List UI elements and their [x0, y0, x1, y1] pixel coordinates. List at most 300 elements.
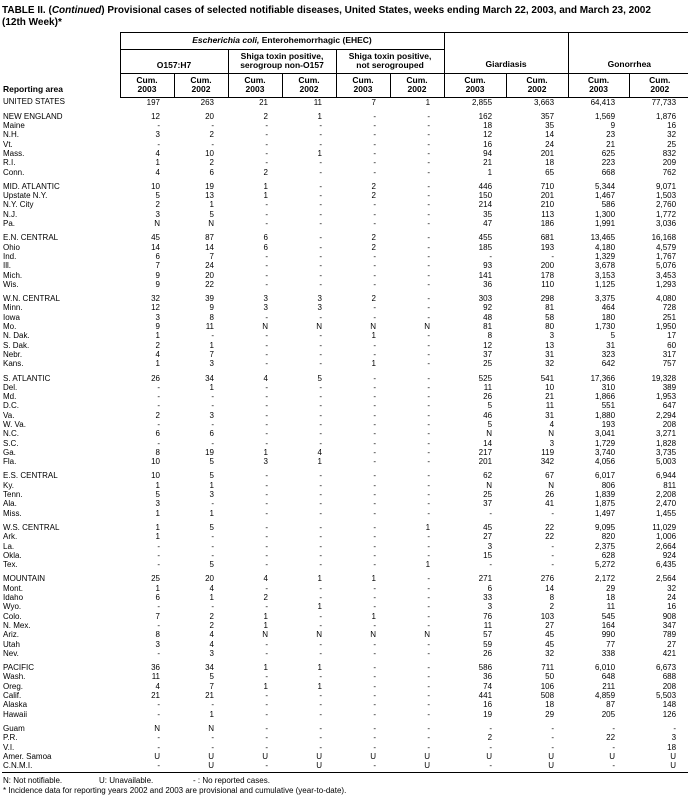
value-cell: -: [373, 648, 376, 658]
value-cell: -: [319, 139, 322, 149]
table-row: [2, 140, 688, 149]
value-cell: 625: [601, 148, 616, 158]
value-cell: 45: [545, 630, 555, 640]
value-cell: 26: [483, 648, 493, 658]
value-cell: -: [373, 209, 376, 219]
value-cell: 711: [541, 663, 555, 673]
row-label: Md.: [3, 392, 17, 402]
value-cell: -: [373, 742, 376, 752]
value-cell: 20: [205, 111, 214, 121]
value-cell: 10: [545, 382, 555, 392]
row-label: Pa.: [3, 219, 16, 229]
value-cell: 77,733: [651, 97, 677, 107]
value-cell: 14: [205, 242, 214, 252]
value-cell: 2: [155, 410, 160, 420]
value-cell: 455: [478, 233, 493, 243]
row-label: Mo.: [3, 322, 17, 332]
table-row: [2, 392, 688, 401]
table-row: [2, 691, 688, 700]
value-cell: 13,465: [590, 233, 616, 243]
value-cell: 141: [478, 270, 493, 280]
value-cell: 8: [549, 593, 555, 603]
value-cell: 2: [263, 167, 268, 177]
value-cell: -: [265, 709, 268, 719]
value-cell: 338: [601, 648, 616, 658]
value-cell: 31: [545, 349, 555, 359]
value-cell: 728: [662, 303, 677, 313]
value-cell: 1,950: [656, 322, 677, 332]
value-cell: -: [265, 139, 268, 149]
row-label: Ala.: [3, 499, 17, 509]
value-cell: -: [373, 723, 376, 733]
row-label: Minn.: [3, 303, 23, 313]
value-cell: 22: [205, 279, 214, 289]
value-cell: 12: [151, 303, 160, 313]
row-label: N.Y. City: [3, 200, 34, 210]
value-cell: U: [316, 751, 322, 761]
value-cell: 1,503: [656, 191, 677, 201]
value-cell: -: [319, 233, 322, 243]
value-cell: 5: [209, 457, 214, 467]
value-cell: -: [373, 593, 376, 603]
value-cell: 3: [155, 499, 160, 509]
value-cell: 1: [263, 191, 268, 201]
value-cell: -: [211, 438, 214, 448]
value-cell: 31: [545, 410, 555, 420]
value-cell: 6: [209, 167, 214, 177]
value-cell: -: [319, 251, 322, 261]
value-cell: -: [551, 508, 555, 518]
value-cell: -: [427, 672, 431, 682]
table-row: [2, 439, 688, 448]
value-cell: -: [427, 447, 431, 457]
value-cell: 1,876: [656, 111, 677, 121]
value-cell: -: [319, 490, 322, 500]
value-cell: 21: [205, 691, 214, 701]
value-cell: 60: [667, 340, 677, 350]
value-cell: -: [612, 742, 616, 752]
value-cell: -: [373, 620, 376, 630]
cum-year-header: Cum. 2003: [444, 73, 506, 97]
value-cell: -: [211, 392, 214, 402]
value-cell: 7: [155, 611, 160, 621]
value-cell: 11: [483, 382, 493, 392]
value-cell: 26: [545, 490, 555, 500]
value-cell: -: [319, 200, 322, 210]
value-cell: -: [427, 294, 431, 304]
value-cell: -: [427, 583, 431, 593]
value-cell: 12: [483, 130, 493, 140]
value-cell: -: [319, 181, 322, 191]
value-cell: -: [373, 111, 376, 121]
value-cell: 1: [317, 681, 322, 691]
value-cell: -: [265, 392, 268, 402]
value-cell: N: [316, 630, 322, 640]
value-cell: 178: [540, 270, 555, 280]
row-label: Ky.: [3, 480, 14, 490]
value-cell: N: [548, 429, 555, 439]
value-cell: 11: [313, 97, 322, 107]
cum-year-header: Cum. 2003: [568, 73, 629, 97]
row-label: Miss.: [3, 508, 22, 518]
value-cell: 27: [545, 620, 555, 630]
value-cell: -: [427, 181, 431, 191]
value-cell: -: [373, 471, 376, 481]
row-label: Vt.: [3, 139, 13, 149]
value-cell: -: [373, 340, 376, 350]
value-cell: 628: [601, 550, 616, 560]
value-cell: -: [427, 233, 431, 243]
value-cell: -: [427, 550, 431, 560]
value-cell: -: [265, 691, 268, 701]
value-cell: 251: [662, 312, 677, 322]
row-label: Ga.: [3, 447, 16, 457]
value-cell: U: [282, 761, 336, 773]
value-cell: 217: [478, 447, 493, 457]
value-cell: 464: [601, 303, 616, 313]
table-row: [2, 542, 688, 551]
value-cell: 20: [205, 574, 214, 584]
value-cell: -: [319, 583, 322, 593]
value-cell: 25: [483, 359, 493, 369]
value-cell: -: [427, 723, 431, 733]
value-cell: 11: [205, 322, 214, 332]
value-cell: 5,272: [595, 560, 616, 570]
value-cell: 64,413: [590, 97, 616, 107]
value-cell: -: [373, 382, 376, 392]
giardiasis-group-header: Giardiasis: [444, 33, 568, 74]
value-cell: -: [211, 139, 214, 149]
cum-year-header: Cum. 2002: [629, 73, 688, 97]
value-cell: -: [265, 401, 268, 411]
table-row: [2, 733, 688, 742]
value-cell: 310: [601, 382, 616, 392]
row-label: UNITED STATES: [3, 97, 65, 107]
value-cell: -: [373, 392, 376, 402]
value-cell: -: [444, 761, 506, 773]
value-cell: -: [319, 340, 322, 350]
value-cell: -: [319, 121, 322, 131]
value-cell: 1,953: [656, 392, 677, 402]
row-label: Ind.: [3, 251, 17, 261]
value-cell: 3: [549, 331, 555, 341]
value-cell: 4,056: [595, 457, 616, 467]
value-cell: -: [373, 148, 376, 158]
value-cell: U: [486, 751, 493, 761]
row-label: Tenn.: [3, 490, 23, 500]
value-cell: 3: [209, 648, 214, 658]
gonorrhea-group-header: Gonorrhea: [568, 33, 688, 74]
value-cell: 4: [263, 574, 268, 584]
value-cell: N: [208, 219, 214, 229]
value-cell: 5: [317, 373, 322, 383]
value-cell: 6,944: [656, 471, 677, 481]
value-cell: N: [548, 480, 555, 490]
value-cell: 12: [151, 111, 160, 121]
value-cell: 5: [209, 209, 214, 219]
value-cell: 2,470: [656, 499, 677, 509]
value-cell: -: [373, 550, 376, 560]
value-cell: -: [319, 522, 322, 532]
value-cell: -: [211, 499, 214, 509]
value-cell: -: [319, 359, 322, 369]
value-cell: -: [211, 602, 214, 612]
value-cell: 421: [662, 648, 677, 658]
table-row: [2, 228, 688, 242]
value-cell: -: [319, 700, 322, 710]
value-cell: -: [427, 251, 431, 261]
value-cell: 8: [487, 331, 493, 341]
value-cell: -: [427, 340, 431, 350]
value-cell: 205: [601, 709, 616, 719]
value-cell: 2,855: [472, 97, 493, 107]
value-cell: 1: [263, 663, 268, 673]
value-cell: -: [157, 742, 160, 752]
table-row: [2, 280, 688, 289]
value-cell: 2: [371, 233, 376, 243]
value-cell: -: [427, 429, 431, 439]
value-cell: -: [157, 709, 160, 719]
value-cell: U: [609, 751, 616, 761]
value-cell: -: [265, 438, 268, 448]
value-cell: -: [265, 672, 268, 682]
value-cell: 3: [671, 733, 677, 743]
table-row: [2, 466, 688, 480]
value-cell: 1,329: [595, 251, 616, 261]
value-cell: 551: [601, 401, 616, 411]
value-cell: -: [427, 303, 431, 313]
value-cell: 1: [155, 359, 160, 369]
value-cell: 1: [209, 200, 214, 210]
value-cell: 3,663: [534, 97, 555, 107]
value-cell: 13: [545, 340, 555, 350]
value-cell: 541: [540, 373, 555, 383]
value-cell: 3,678: [595, 261, 616, 271]
row-label: S. Dak.: [3, 340, 30, 350]
table-row: [2, 509, 688, 518]
table-row: [2, 481, 688, 490]
value-cell: -: [265, 270, 268, 280]
value-cell: -: [319, 480, 322, 490]
value-cell: -: [373, 480, 376, 490]
value-cell: 8: [155, 630, 160, 640]
row-label: C.N.M.I.: [2, 761, 120, 773]
value-cell: 2: [209, 620, 214, 630]
value-cell: 34: [205, 663, 214, 673]
value-cell: 18: [545, 158, 555, 168]
row-label: D.C.: [3, 401, 19, 411]
value-cell: -: [319, 279, 322, 289]
value-cell: 2: [155, 200, 160, 210]
value-cell: 3: [209, 490, 214, 500]
value-cell: -: [489, 508, 493, 518]
value-cell: -: [373, 429, 376, 439]
value-cell: 6,435: [656, 560, 677, 570]
value-cell: -: [373, 499, 376, 509]
value-cell: 2: [209, 158, 214, 168]
table-row: [2, 560, 688, 569]
footnote-unavailable: U: Unavailable.: [99, 776, 154, 786]
value-cell: 10: [205, 148, 214, 158]
value-cell: 208: [662, 681, 677, 691]
row-label: Wyo.: [3, 602, 22, 612]
value-cell: -: [427, 167, 431, 177]
value-cell: 2: [371, 191, 376, 201]
row-label: Wash.: [3, 672, 26, 682]
value-cell: -: [265, 541, 268, 551]
value-cell: 1: [155, 480, 160, 490]
value-cell: 2: [371, 294, 376, 304]
value-cell: 17,366: [590, 373, 616, 383]
value-cell: -: [427, 733, 431, 743]
value-cell: U: [174, 761, 228, 773]
value-cell: 1: [209, 382, 214, 392]
value-cell: U: [370, 751, 376, 761]
value-cell: -: [265, 340, 268, 350]
value-cell: 1: [371, 331, 376, 341]
value-cell: 37: [483, 499, 493, 509]
value-cell: 201: [540, 191, 555, 201]
value-cell: -: [265, 420, 268, 429]
value-cell: -: [265, 331, 268, 341]
value-cell: 80: [545, 322, 555, 332]
table-row: [2, 532, 688, 541]
row-label: Ariz.: [3, 630, 19, 640]
value-cell: N: [486, 480, 493, 490]
value-cell: -: [265, 382, 268, 392]
value-cell: 1: [371, 611, 376, 621]
value-cell: 1: [155, 532, 160, 542]
value-cell: 347: [662, 620, 677, 630]
value-cell: -: [319, 648, 322, 658]
value-cell: -: [489, 251, 493, 261]
value-cell: 441: [478, 691, 493, 701]
value-cell: 762: [662, 167, 677, 177]
value-cell: -: [551, 541, 555, 551]
value-cell: -: [265, 471, 268, 481]
table-row: [2, 411, 688, 420]
value-cell: 9: [155, 322, 160, 332]
value-cell: -: [319, 382, 322, 392]
value-cell: 3,740: [595, 447, 616, 457]
cum-year-header: Cum. 2002: [282, 73, 336, 97]
table-row: [2, 210, 688, 219]
value-cell: 10: [151, 471, 160, 481]
value-cell: 26: [483, 392, 493, 402]
value-cell: 1: [263, 620, 268, 630]
table-row: [2, 383, 688, 392]
table-row: [2, 289, 688, 303]
value-cell: 62: [483, 471, 493, 481]
table-row: [2, 149, 688, 158]
footnotes: [2, 776, 686, 796]
table-row: [2, 121, 688, 130]
value-cell: 3: [317, 294, 322, 304]
table-row: [2, 621, 688, 630]
row-label: La.: [3, 541, 15, 551]
value-cell: -: [373, 541, 376, 551]
value-cell: 4: [317, 447, 322, 457]
cum-year-header: Cum. 2003: [120, 73, 174, 97]
value-cell: 642: [601, 359, 616, 369]
value-cell: 4,859: [595, 691, 616, 701]
value-cell: 303: [478, 294, 493, 304]
row-label: Maine: [3, 121, 25, 131]
table-row: [2, 261, 688, 270]
value-cell: 186: [540, 219, 555, 229]
table-row: [2, 593, 688, 602]
value-cell: 5: [487, 401, 493, 411]
value-cell: 586: [478, 663, 493, 673]
value-cell: -: [157, 382, 160, 392]
value-cell: 11,029: [652, 522, 677, 532]
value-cell: 150: [478, 191, 493, 201]
row-label: Guam: [3, 723, 25, 733]
value-cell: 11: [606, 602, 616, 612]
row-label: N.J.: [3, 209, 18, 219]
value-cell: -: [265, 499, 268, 509]
value-cell: -: [427, 457, 431, 467]
value-cell: -: [427, 639, 431, 649]
value-cell: 3: [155, 130, 160, 140]
value-cell: -: [551, 723, 555, 733]
table-row: [2, 191, 688, 200]
value-cell: -: [427, 681, 431, 691]
value-cell: 5,076: [656, 261, 677, 271]
value-cell: -: [373, 312, 376, 322]
value-cell: -: [336, 761, 390, 773]
value-cell: -: [427, 392, 431, 402]
value-cell: 5: [209, 522, 214, 532]
value-cell: 19: [483, 709, 493, 719]
value-cell: -: [373, 373, 376, 383]
value-cell: -: [265, 279, 268, 289]
value-cell: 263: [200, 97, 214, 107]
value-cell: 32: [545, 359, 555, 369]
cum-year-header: Cum. 2002: [506, 73, 568, 97]
value-cell: 2,664: [656, 541, 677, 551]
row-label: Tex.: [3, 560, 18, 570]
value-cell: -: [427, 270, 431, 280]
footnote-legend: [3, 776, 686, 786]
value-cell: -: [319, 541, 322, 551]
value-cell: 110: [541, 279, 555, 289]
value-cell: 22: [545, 532, 555, 542]
value-cell: 32: [667, 583, 677, 593]
row-label: Ark.: [3, 532, 18, 542]
value-cell: 271: [478, 574, 493, 584]
value-cell: 26: [151, 373, 160, 383]
value-cell: 21: [545, 392, 555, 402]
value-cell: -: [489, 742, 493, 752]
value-cell: 3: [487, 541, 493, 551]
value-cell: 7: [209, 681, 214, 691]
value-cell: -: [228, 761, 282, 773]
footnote-not-notifiable: N: Not notifiable.: [3, 776, 63, 786]
value-cell: 1,875: [595, 499, 616, 509]
value-cell: -: [427, 312, 431, 322]
row-label: Wis.: [3, 279, 19, 289]
row-label: Mich.: [3, 270, 23, 280]
value-cell: 193: [540, 242, 555, 252]
value-cell: 8: [155, 447, 160, 457]
value-cell: -: [427, 209, 431, 219]
value-cell: 197: [146, 97, 160, 107]
value-cell: 36: [483, 672, 493, 682]
table-row: [2, 640, 688, 649]
value-cell: -: [427, 480, 431, 490]
value-cell: 200: [540, 261, 555, 271]
